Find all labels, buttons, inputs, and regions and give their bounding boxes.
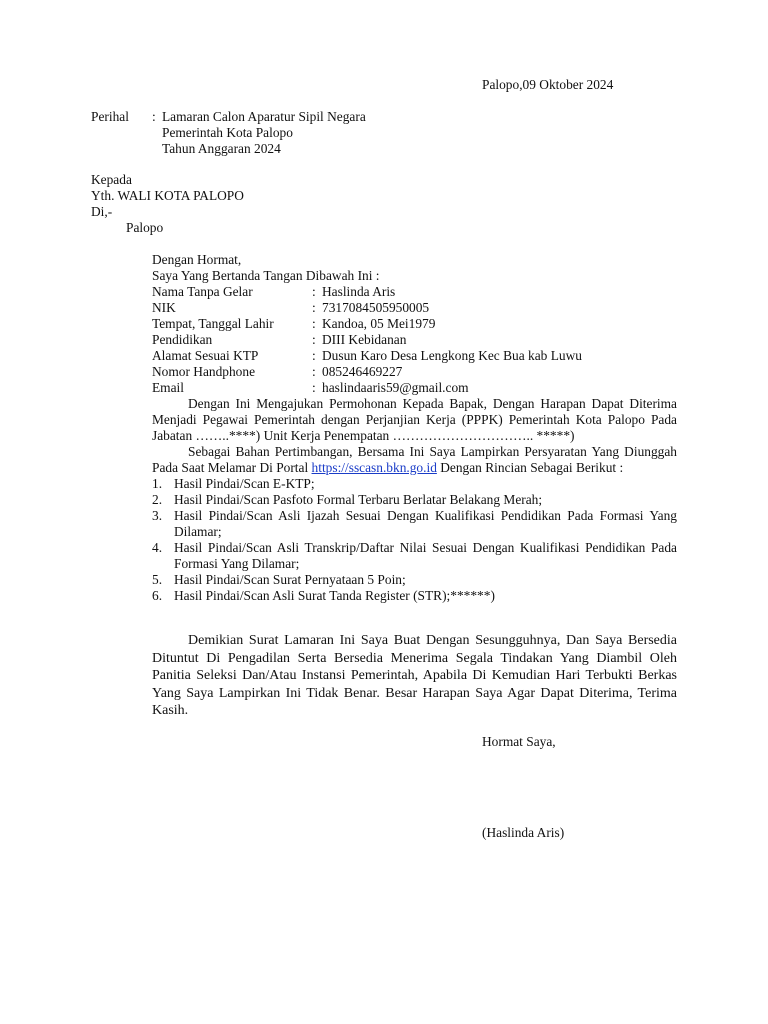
field-value: DIII Kebidanan bbox=[322, 332, 407, 347]
list-item bbox=[152, 588, 677, 604]
field-label: Alamat Sesuai KTP bbox=[152, 348, 259, 363]
list-number: 1. bbox=[152, 476, 163, 491]
field-colon: : bbox=[312, 300, 316, 315]
field-colon: : bbox=[312, 332, 316, 347]
field-row-education bbox=[152, 332, 677, 348]
list-text: Hasil Pindai/Scan Asli Ijazah Sesuai Dengan Kualifikasi Pendidikan Pada Formasi Yang Dilamar; bbox=[174, 508, 677, 539]
list-number: 3. bbox=[152, 508, 163, 523]
list-item bbox=[152, 476, 677, 492]
subject-line-3: Tahun Anggaran 2024 bbox=[162, 141, 281, 156]
date-line: Palopo,09 Oktober 2024 bbox=[482, 77, 614, 92]
list-text: Hasil Pindai/Scan Surat Pernyataan 5 Poin; bbox=[174, 572, 406, 587]
field-value: haslindaaris59@gmail.com bbox=[322, 380, 469, 395]
recipient-kepada: Kepada bbox=[91, 172, 132, 187]
list-number: 4. bbox=[152, 540, 163, 555]
list-number: 6. bbox=[152, 588, 163, 603]
field-colon: : bbox=[312, 364, 316, 379]
list-number: 5. bbox=[152, 572, 163, 587]
field-row-birth bbox=[152, 316, 677, 332]
greeting: Dengan Hormat, bbox=[152, 252, 242, 267]
attachment-paragraph bbox=[152, 444, 677, 476]
attachment-text-after: Dengan Rincian Sebagai Berikut : bbox=[436, 460, 624, 475]
list-item bbox=[152, 508, 677, 540]
field-value: 7317084505950005 bbox=[322, 300, 430, 315]
list-text: Hasil Pindai/Scan Pasfoto Formal Terbaru Berlatar Belakang Merah; bbox=[174, 492, 543, 507]
field-colon: : bbox=[312, 316, 316, 331]
field-value: 085246469227 bbox=[322, 364, 403, 379]
list-item bbox=[152, 572, 677, 588]
field-value: Dusun Karo Desa Lengkong Kec Bua kab Luwu bbox=[322, 348, 582, 363]
list-text: Hasil Pindai/Scan Asli Transkrip/Daftar Nilai Sesuai Dengan Kualifikasi Pendidikan Pada Formasi Yang Dilamar; bbox=[174, 540, 677, 571]
field-label: Tempat, Tanggal Lahir bbox=[152, 316, 274, 331]
closing-paragraph: Demikian Surat Lamaran Ini Saya Buat Dengan Sesungguhnya, Dan Saya Bersedia Dituntut Di Pengadilan Serta Bersedia Menerima Segala Tindakan Yang Diambil Oleh Panitia Seleksi Dan/Atau Instansi Pemerintah, Apabila Di Kemudian Hari Terbukti Berkas Yang Saya Lampirkan Ini Tidak Benar. Besar Harapan Saya Agar Dapat Diterima, Terima Kasih. bbox=[152, 633, 677, 718]
portal-link[interactable]: https://sscasn.bkn.go.id bbox=[311, 460, 437, 475]
application-paragraph: Dengan Ini Mengajukan Permohonan Kepada Bapak, Dengan Harapan Dapat Diterima Menjadi Pegawai Pemerintah dengan Perjanjian Kerja (PPPK) Pemerintah Kota Palopo Pada Jabatan ……..****) Unit Kerja Penempatan ………………………….. *****) bbox=[152, 396, 677, 443]
field-row-email bbox=[152, 380, 677, 396]
list-text: Hasil Pindai/Scan E-KTP; bbox=[174, 476, 315, 491]
field-row-name bbox=[152, 284, 677, 300]
signoff: Hormat Saya, bbox=[482, 734, 556, 749]
field-colon: : bbox=[312, 380, 316, 395]
field-label: Nama Tanpa Gelar bbox=[152, 284, 253, 299]
recipient-title: Yth. WALI KOTA PALOPO bbox=[91, 188, 244, 203]
field-value: Haslinda Aris bbox=[322, 284, 396, 299]
applicant-fields bbox=[152, 284, 677, 396]
field-label: Nomor Handphone bbox=[152, 364, 256, 379]
field-label: Email bbox=[152, 380, 184, 395]
field-colon: : bbox=[312, 284, 316, 299]
list-number: 2. bbox=[152, 492, 163, 507]
letter-body bbox=[152, 252, 677, 604]
intro-line: Saya Yang Bertanda Tangan Dibawah Ini : bbox=[152, 268, 380, 283]
subject-line-1: Lamaran Calon Aparatur Sipil Negara bbox=[162, 109, 366, 124]
requirements-list bbox=[152, 476, 677, 604]
list-text: Hasil Pindai/Scan Asli Surat Tanda Register (STR);******) bbox=[174, 588, 495, 603]
field-row-nik bbox=[152, 300, 677, 316]
subject-label: Perihal bbox=[91, 109, 129, 124]
subject-line-2: Pemerintah Kota Palopo bbox=[162, 125, 293, 140]
subject-colon: : bbox=[152, 109, 156, 124]
field-value: Kandoa, 05 Mei1979 bbox=[322, 316, 436, 331]
list-item bbox=[152, 540, 677, 572]
attachment-text-before: Sebagai Bahan Pertimbangan, Bersama Ini Saya Lampirkan Persyaratan Yang Diunggah Pada Saat Melamar Di Portal bbox=[152, 444, 677, 475]
field-label: NIK bbox=[152, 300, 176, 315]
recipient-di: Di,- bbox=[91, 204, 113, 219]
signature-name: (Haslinda Aris) bbox=[482, 825, 565, 840]
field-row-address bbox=[152, 348, 677, 364]
recipient-city: Palopo bbox=[126, 220, 164, 235]
field-colon: : bbox=[312, 348, 316, 363]
list-item bbox=[152, 492, 677, 508]
field-label: Pendidikan bbox=[152, 332, 213, 347]
field-row-phone bbox=[152, 364, 677, 380]
